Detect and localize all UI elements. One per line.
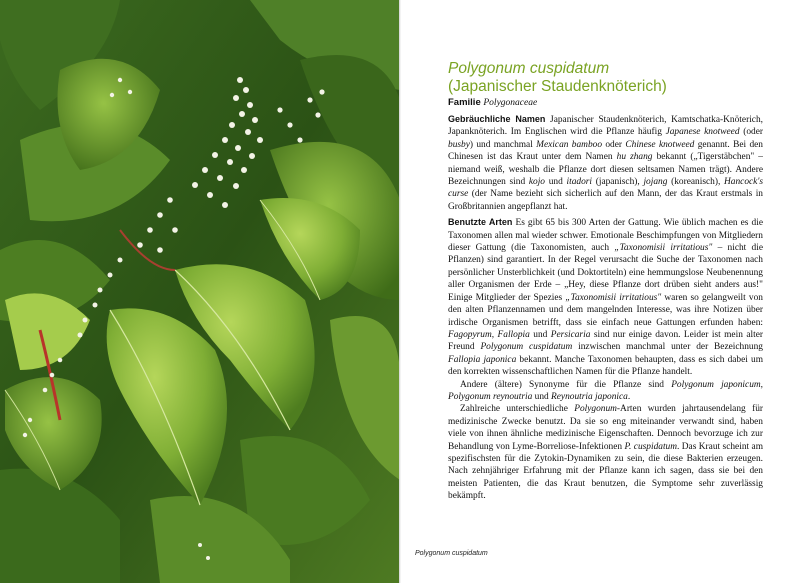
text-span: inzwischen manchmal unter der Bezeichnung <box>572 342 763 353</box>
text-span: genannt. Bei den Chinesen ist das Kraut unter dem Namen <box>448 139 763 163</box>
text-span: (oder <box>739 127 763 138</box>
text-span: waren so gelangweilt von den alten Pflanzennamen und dem mangelnden Interesse, was ihre Notizen über irdische Organismen betrifft, dass sie einfach neue Gattungen erfunden haben: <box>448 292 763 328</box>
text-span: -Arten wurden jahrtausendelang für medizinische Zwecke benutzt. Da sie so eng miteinander verwandt sind, haben viele von ihnen ähnliche medizinische Eigenschaften. Dennoch bevorzuge ich zur Behandlung von Lyme-Borreliose-Infektionen <box>448 404 764 452</box>
text-em: Polygonum cuspidatum <box>480 342 573 353</box>
paragraph-species <box>448 216 763 378</box>
text-em: Polygonum japonicum, Polygonum reynoutria <box>448 379 763 402</box>
paragraph-names <box>448 113 763 213</box>
text-span: und <box>529 329 551 340</box>
text-em: Fallopia japonica <box>448 354 517 365</box>
text-em: Polygonum <box>574 404 617 415</box>
paragraph-medicinal <box>448 403 763 502</box>
text-em: P. cuspidatum <box>624 441 678 452</box>
text-em: kojo <box>528 177 545 188</box>
text-em: busby <box>448 139 470 150</box>
text-em: hu zhang <box>616 152 653 163</box>
text-span: – nicht die Pflanzen) sind garantiert. In der Regel verursacht die Suche der Taxonomen nach persönlicher Unsterblichkeit (und Doktortiteln) eine hemmungslose Neubenennung aller Organismen der Erde – „Hey, diese Pflanze dort drüben sieht anders aus!" Einige Mitglieder der Spezies <box>448 243 764 303</box>
paragraph-synonyms <box>448 379 763 404</box>
text-em: Hancock's curse <box>448 177 764 200</box>
text-em: Chinese knotweed <box>625 139 695 150</box>
text-em: jojang <box>643 177 668 188</box>
text-span: (der Name bezieht sich sicherlich auf den Mann, der das Kraut erstmals in Großbritannien angepflanzt hat. <box>448 189 763 212</box>
text-em: „Taxonomisii irritatious" <box>565 292 662 303</box>
family-value: Polygonaceae <box>483 98 538 108</box>
text-page <box>401 0 800 583</box>
text-span: bekannt („Tigerstäbchen" – niemand weiß, weshalb die Pflanze dort diesen seltsamen Namen trägt). Andere Bezeichnungen sind <box>448 152 763 188</box>
running-footer: Polygonum cuspidatum <box>415 550 488 557</box>
text-span: Andere (ältere) Synonyme für die Pflanze sind <box>460 379 672 390</box>
text-span: Zahlreiche unterschiedliche <box>460 404 575 415</box>
text-span: ) und manchmal <box>469 139 537 150</box>
text-span: oder <box>602 139 626 150</box>
text-em: Reynoutria japonica <box>551 391 628 402</box>
text-span: und <box>545 177 567 188</box>
title-german: (Japanischer Staudenknöterich) <box>448 78 667 95</box>
text-em: Fagopyrum, Fallopia <box>448 329 530 340</box>
family-line <box>448 97 537 108</box>
text-span: Japanischer Staudenknöterich, Kamtschatka-Knöterich, Japanknöterich. Im Englischen wird die Pflanze häufig <box>448 115 763 138</box>
text-em: Persicaria <box>550 329 591 340</box>
text-span: (japanisch), <box>592 177 644 188</box>
text-span: sind nur einige davon. Leider ist mein alter Freund <box>448 329 763 353</box>
text-em: itadori <box>566 177 593 188</box>
text-span: . Das Kraut scheint am spezifischsten für die Zytokin-Dynamiken zu sein, die diese Bakterien erzeugen. Nach zehnjähriger Erfahrung mit der Pflanze kann ich sagen, dass sie bei den meisten Patienten, die das Kraut benutzen, die Symptome sehr zuverlässig bekämpft. <box>448 441 763 502</box>
family-label: Familie <box>448 97 484 108</box>
text-span: Es gibt 65 bis 300 Arten der Gattung. Wie üblich machen es die Taxonomen allen mal wieder schwer. Emotionale Beschimpfungen von Mitgliedern dieser Gattung (die Taxonomisten, auch <box>448 218 763 254</box>
text-span: bekannt. Manche Taxonomen behaupten, dass es sich dabei um den korrekten wissenschaftlichen Namen für die Pflanze handelt. <box>448 354 764 378</box>
body-text <box>448 113 763 503</box>
text-span: und <box>532 391 552 402</box>
text-em: Japanese knotweed <box>665 127 740 138</box>
title-latin: Polygonum cuspidatum <box>448 60 610 77</box>
text-span: (koreanisch), <box>667 177 725 188</box>
text-em: Mexican bamboo <box>536 139 603 150</box>
species-heading: Benutzte Arten <box>448 217 513 228</box>
text-span: . <box>627 391 631 402</box>
names-heading: Gebräuchliche Namen <box>448 114 546 124</box>
text-em: „Taxonomisii irritatious" <box>614 243 713 254</box>
